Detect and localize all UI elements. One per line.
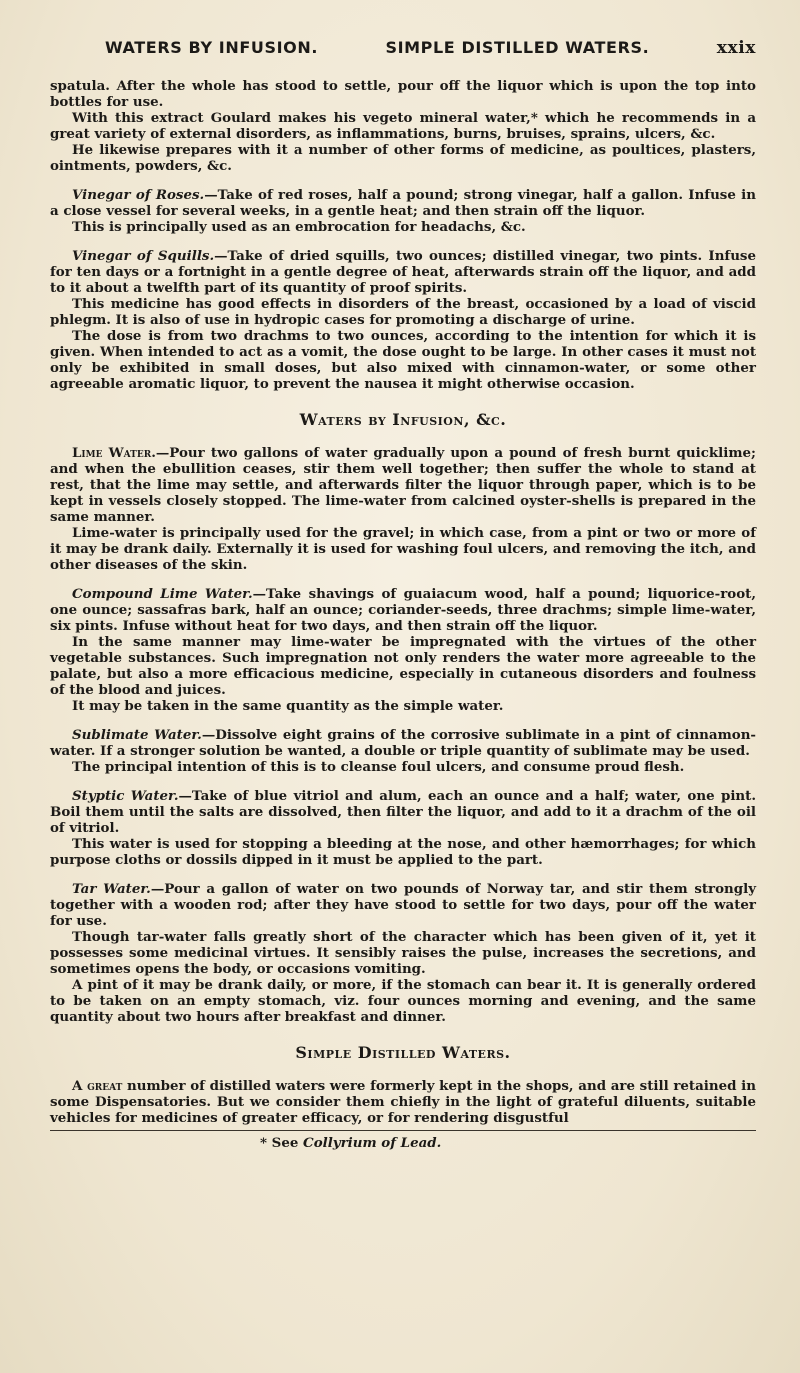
entry-title: Vinegar of Squills. <box>72 248 215 264</box>
footnote-reference: Collyrium of Lead. <box>303 1135 442 1151</box>
entry-lime-water: Lime Water.—Pour two gallons of water gradually upon a pound of fresh burnt quicklime; and when the ebullition ceases, stir them well together; then suffer the whole to stand at rest, that the lime may settle, and afterwards filter the liquor through paper, which is to be kept in vessels closely stopped. The lime-water from calcined oyster-shells is prepared in the same manner. <box>50 445 756 525</box>
section-heading-simple-distilled-waters: Simple Distilled Waters. <box>295 1043 511 1062</box>
footnote-rule <box>50 1130 756 1131</box>
paragraph-sublimate-use: The principal intention of this is to cleanse foul ulcers, and consume proud flesh. <box>72 759 685 775</box>
paragraph-tar-virtues: Though tar-water falls greatly short of the character which has been given of it, yet it possesses some medicinal virtues. It sensibly raises the pulse, increases the secretions, and sometimes opens the body, or occasions vomiting. <box>50 929 756 977</box>
entry-sublimate-water: Sublimate Water.—Dissolve eight grains of the corrosive sublimate in a pint of cinnamon-water. If a stronger solution be wanted, a double or triple quantity of sublimate may be used. <box>50 727 756 759</box>
paragraph-compound-quantity: It may be taken in the same quantity as the simple water. <box>72 698 504 714</box>
paragraph-tar-dose: A pint of it may be drank daily, or more, if the stomach can bear it. It is generally ordered to be taken on an empty stomach, viz. four ounces morning and evening, and the same quantity about two hours after breakfast and dinner. <box>50 977 756 1025</box>
entry-tar-water: Tar Water.—Pour a gallon of water on two pounds of Norway tar, and stir them strongly together with a wooden rod; after they have stood to settle for two days, pour off the water for use. <box>50 881 756 929</box>
paragraph-distilled-waters: A great number of distilled waters were formerly kept in the shops, and are still retained in some Dispensatories. But we consider them chiefly in the light of grateful diluents, suitable vehicles for medicines of greater efficacy, or for rendering disgustful <box>50 1078 756 1126</box>
entry-title: Compound Lime Water. <box>72 586 253 602</box>
paragraph-spatula: spatula. After the whole has stood to settle, pour off the liquor which is upon the top into bottles for use. <box>50 78 756 110</box>
entry-vinegar-of-squills: Vinegar of Squills.—Take of dried squills, two ounces; distilled vinegar, two pints. Infuse for ten days or a fortnight in a gentle degree of heat, afterwards strain off the liquor, and add to it about a twelfth part of its quantity of proof spirits. <box>50 248 756 296</box>
paragraph-squills-dose: The dose is from two drachms to two ounces, according to the intention for which it is given. When intended to act as a vomit, the dose ought to be large. In other cases it must not only be exhibited in small doses, but also mixed with cinnamon-water, or some other agreeable aromatic liquor, to prevent the nausea it might otherwise occasion. <box>50 328 756 392</box>
running-head-center: SIMPLE DISTILLED WATERS. <box>385 38 650 57</box>
paragraph-goulard-forms: He likewise prepares with it a number of other forms of medicine, as poultices, plasters, ointments, powders, &c. <box>50 142 756 174</box>
entry-title: Tar Water. <box>72 881 151 897</box>
entry-title: Vinegar of Roses. <box>72 187 205 203</box>
entry-title: Lime Water. <box>72 445 156 461</box>
entry-title: Styptic Water. <box>72 788 179 804</box>
paragraph-squills-effects: This medicine has good effects in disorders of the breast, occasioned by a load of viscid phlegm. It is also of use in hydropic cases for promoting a discharge of urine. <box>50 296 756 328</box>
paragraph-lime-water-use: Lime-water is principally used for the gravel; in which case, from a pint or two or more of it may be drank daily. Externally it is used for washing foul ulcers, and removing the itch, and other diseases of the skin. <box>50 525 756 573</box>
paragraph-styptic-use: This water is used for stopping a bleeding at the nose, and other hæmorrhages; for which purpose cloths or dossils dipped in it must be applied to the part. <box>50 836 756 868</box>
entry-compound-lime-water: Compound Lime Water.—Take shavings of guaiacum wood, half a pound; liquorice-root, one ounce; sassafras bark, half an ounce; coriander-seeds, three drachms; simple lime-water, six pints. Infuse without heat for two days, and then strain off the liquor. <box>50 586 756 634</box>
running-head-left: WATERS BY INFUSION. <box>105 38 319 57</box>
footnote: * See Collyrium of Lead. <box>260 1135 442 1151</box>
paragraph-goulard-extract: With this extract Goulard makes his vegeto mineral water,* which he recommends in a great variety of external disorders, as inflammations, burns, bruises, sprains, ulcers, &c. <box>50 110 756 142</box>
entry-title: Sublimate Water. <box>72 727 202 743</box>
section-heading-waters-by-infusion: Waters by Infusion, &c. <box>299 410 507 429</box>
running-head <box>50 38 756 58</box>
entry-vinegar-of-roses: Vinegar of Roses.—Take of red roses, half a pound; strong vinegar, half a gallon. Infuse in a close vessel for several weeks, in a gentle heat; and then strain off the liquor. <box>50 187 756 219</box>
paragraph-roses-use: This is principally used as an embrocation for headachs, &c. <box>72 219 526 235</box>
page-number: xxix <box>716 38 756 58</box>
entry-styptic-water: Styptic Water.—Take of blue vitriol and alum, each an ounce and a half; water, one pint. Boil them until the salts are dissolved, then filter the liquor, and add to it a drachm of the oil of vitriol. <box>50 788 756 836</box>
paragraph-compound-impregnation: In the same manner may lime-water be impregnated with the virtues of the other vegetable substances. Such impregnation not only renders the water more agreeable to the palate, but also a more efficacious medicine, especially in cutaneous disorders and foulness of the blood and juices. <box>50 634 756 698</box>
